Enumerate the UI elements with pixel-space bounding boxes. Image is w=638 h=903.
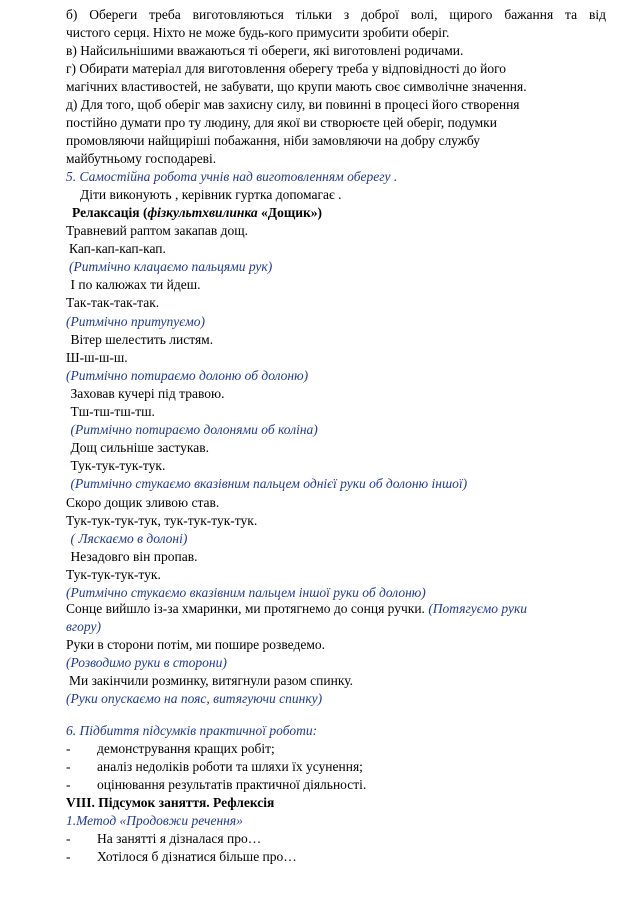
section-8-method: 1.Метод «Продовжи речення»	[66, 813, 243, 828]
section-6-item-1-text: демонстрування кращих робіт;	[97, 741, 275, 756]
poem-instruction: (Ритмічно потираємо долоню об долоню)	[66, 367, 309, 383]
dash-marker: -	[66, 849, 71, 864]
paragraph-d-line3: промовляючи найщиріші побажання, ніби замовляючи на добру службу	[66, 133, 481, 148]
paragraph-b-line2: чистого серця. Ніхто не може будь-кого примусити зробити оберіг.	[66, 25, 450, 40]
poem-line: Вітер шелестить листям.	[70, 331, 214, 347]
poem-line: Тук-тук-тук-тук.	[70, 458, 166, 474]
section-6-heading: 6. Підбиття підсумків практичної роботи:	[66, 723, 318, 738]
poem-line: Скоро дощик зливою став.	[66, 494, 220, 510]
section-6-item-3	[66, 776, 606, 794]
poem-instruction: (Ритмічно притупуємо)	[66, 313, 206, 329]
poem-line: Тш-тш-тш-тш.	[70, 404, 155, 419]
relaxation-label-end: «Дощик»)	[257, 205, 323, 220]
paragraph-d-line2: постійно думати про ту людину, для якої ви створюєте цей оберіг, подумки	[66, 115, 497, 130]
poem-instruction: ( Ляскаємо в долоні)	[70, 530, 188, 546]
section-6-item-2-text: аналіз недоліків роботи та шляхи їх усунення;	[97, 759, 363, 774]
poem-line: Так-так-так-так.	[66, 295, 160, 311]
poem-instruction: (Ритмічно клацаємо пальцями рук)	[69, 259, 273, 275]
dash-marker: -	[66, 759, 71, 774]
section-6-item-1	[66, 740, 606, 758]
poem-line: Травневий раптом закапав дощ.	[66, 223, 249, 238]
poem-instruction: (Ритмічно стукаємо вказівним пальцем однієї руки об долоню іншої)	[70, 476, 468, 492]
sun-line-1-text: Сонце вийшло із-за хмаринки, ми протягнемо до сонця ручки.	[66, 601, 429, 616]
section-5-heading: 5. Самостійна робота учнів над виготовленням оберегу .	[66, 169, 398, 184]
section-8-item-1	[66, 830, 606, 848]
poem-line: Незадовго він пропав.	[70, 548, 198, 564]
section-8-heading: VIII. Підсумок заняття. Рефлексія	[66, 795, 275, 810]
section-8-item-2-text: Хотілося б дізнатися більше про…	[97, 849, 297, 864]
poem-instruction: (Ритмічно потираємо долонями об коліна)	[70, 422, 318, 438]
paragraph-d-line1: д) Для того, щоб оберіг мав захисну силу, ви повинні в процесі його створення	[66, 97, 520, 112]
poem-instruction: (Ритмічно стукаємо вказівним пальцем іншої руки об долоню)	[66, 585, 426, 600]
paragraph-d-line4: майбутньому господареві.	[66, 151, 217, 166]
sun-line-2: вгору)	[66, 619, 101, 634]
section-6-item-3-text: оцінювання результатів практичної діяльності.	[97, 777, 367, 792]
poem-line: Дощ сильніше застукав.	[70, 440, 209, 456]
poem-line: Заховав кучері під травою.	[70, 385, 225, 401]
sun-line-1-italic: (Потягуємо руки	[428, 601, 528, 616]
dash-marker: -	[66, 831, 71, 846]
sun-line-1	[66, 600, 606, 618]
sun-line-4: (Розводимо руки в сторони)	[66, 655, 227, 670]
poem-line: Тук-тук-тук-тук, тук-тук-тук-тук.	[66, 512, 258, 528]
dash-marker: -	[66, 741, 71, 756]
section-8-item-2	[66, 848, 606, 866]
dash-marker: -	[66, 777, 71, 792]
paragraph-g-line2: магічних властивостей, не забувати, що крупи мають своє символічне значення.	[66, 79, 527, 94]
sun-line-5: Ми закінчили розминку, витягнули разом спинку.	[69, 673, 353, 688]
relaxation-label: Релаксація (	[72, 205, 148, 220]
section-5-body: Діти виконують , керівник гуртка допомагає .	[80, 187, 342, 202]
paragraph-v: в) Найсильнішими вважаються ті обереги, які виготовлені родичами.	[66, 43, 464, 58]
paragraph-b-line1: б) Обереги треба виготовляються тільки з доброї волі, щирого бажання та від	[66, 7, 606, 22]
poem-line: Ш-ш-ш-ш.	[66, 349, 128, 365]
relaxation-heading	[72, 204, 612, 222]
paragraph-g-line1: г) Обирати матеріал для виготовлення оберегу треба у відповідності до його	[66, 61, 507, 76]
poem-line: Тук-тук-тук-тук.	[66, 566, 161, 582]
section-8-item-1-text: На занятті я дізналася про…	[97, 831, 262, 846]
poem-line: Кап-кап-кап-кап.	[69, 241, 166, 257]
relaxation-label-italic: фізкультхвилинка	[147, 205, 258, 220]
poem-line: І по калюжах ти йдеш.	[70, 277, 201, 293]
section-6-item-2	[66, 758, 606, 776]
sun-line-3: Руки в сторони потім, ми пошире розведемо.	[66, 637, 326, 652]
sun-line-6: (Руки опускаємо на пояс, витягуючи спинку)	[66, 691, 323, 706]
